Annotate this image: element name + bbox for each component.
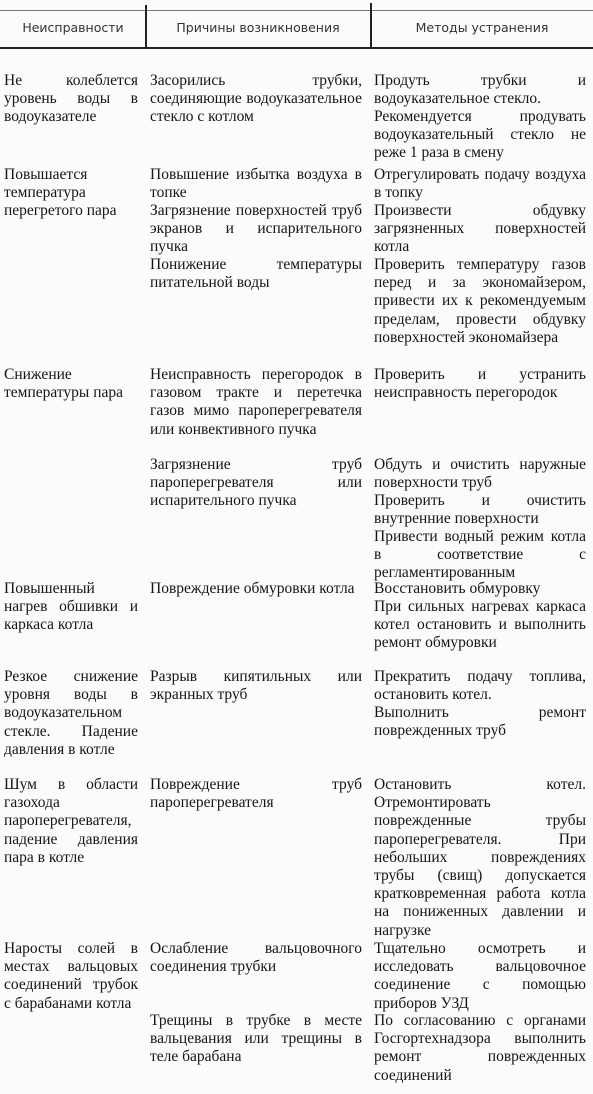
remedy-cell: Выполнить ремонт поврежденных труб (374, 704, 586, 740)
cause-cell: Неисправность перегородок в газовом тракте и перетечка газов мимо пароперегревателя или конвективного пучка (150, 366, 362, 438)
remedy-cell: Тщательно осмотреть и исследовать вальцовочное соединение с помощью приборов УЗД (374, 940, 586, 1012)
cause-cell: Трещины в трубке в месте вальцевания или трещины в теле барабана (150, 1012, 362, 1066)
remedy-cell: Прекратить подачу топлива, остановить котел. (374, 668, 586, 704)
remedy-cell: Привести водный режим котла в соответствие с регламентированным (374, 528, 586, 582)
cause-cell: Засорились трубки, соединяющие водоуказательное стекло с котлом (150, 72, 362, 126)
fault-cell: Повышается температура перегретого пара (4, 166, 117, 220)
remedy-cell: Проверить и устранить неисправность перегородок (374, 366, 586, 402)
cause-cell: Загрязнение труб пароперегревателя или испарительного пучка (150, 456, 362, 510)
cause-cell: Загрязнение поверхностей труб экранов и испарительного пучка (150, 202, 362, 256)
cause-cell: Повреждение обмуровки котла (150, 580, 355, 597)
cause-cell: Ослабление вальцовочного соединения трубки (150, 940, 362, 976)
remedy-cell: Продуть трубки и водоуказательное стекло. (374, 72, 586, 108)
column-header-remedies: Методы устранения (415, 20, 549, 35)
header-top-rule (0, 10, 593, 11)
remedy-cell: Отрегулировать подачу воздуха в топку (374, 166, 586, 202)
cause-cell: Повышение избытка воздуха в топке (150, 166, 362, 202)
cause-cell: Разрыв кипятильных или экранных труб (150, 668, 362, 704)
fault-cell: Резкое снижение уровня воды в водоуказательном стекле. Падение давления в котле (4, 668, 138, 758)
header-bottom-rule (0, 47, 593, 49)
column-header-causes: Причины возникновения (176, 20, 340, 35)
fault-cell: Не колеблется уровень воды в водоуказателе (4, 72, 138, 126)
remedy-cell: По согласованию с органами Госгортехнадзора выполнить ремонт поврежденных соединений (374, 1012, 586, 1084)
remedy-cell: Остановить котел. Отремонтировать поврежденные трубы пароперегревателя. При небольших повреждениях трубы (свищ) допускается кратковременная работа котла на пониженных давлении и нагрузке (374, 776, 586, 939)
cause-cell: Понижение температуры питательной воды (150, 256, 362, 292)
fault-cell: Повышенный нагрев обшивки и каркаса котла (4, 580, 138, 634)
remedy-cell: Проверить и очистить внутренние поверхности (374, 492, 586, 528)
cause-cell: Повреждение труб пароперегревателя (150, 776, 362, 812)
header-divider-1 (145, 5, 147, 47)
fault-cell: Снижение температуры пара (4, 366, 124, 402)
remedy-cell: Произвести обдувку загрязненных поверхностей котла (374, 202, 586, 256)
header-divider-2 (370, 3, 372, 47)
fault-cell: Наросты солей в местах вальцовых соединений трубок с барабанами котла (4, 940, 138, 1012)
remedy-cell: Восстановить обмуровку (374, 580, 541, 597)
remedy-cell: При сильных нагревах каркаса котел остановить и выполнить ремонт обмуровки (374, 598, 586, 652)
remedy-cell: Рекомендуется продувать водоуказательный стекло не реже 1 раза в смену (374, 108, 586, 162)
remedy-cell: Обдуть и очистить наружные поверхности труб (374, 456, 586, 492)
fault-cell: Шум в области газохода пароперегревателя, падение давления пара в котле (4, 776, 138, 866)
remedy-cell: Проверить температуру газов перед и за экономайзером, привести их к рекомендуемым пределам, провести обдувку поверхностей экономайзера (374, 256, 586, 346)
column-header-faults: Неисправности (22, 20, 124, 35)
